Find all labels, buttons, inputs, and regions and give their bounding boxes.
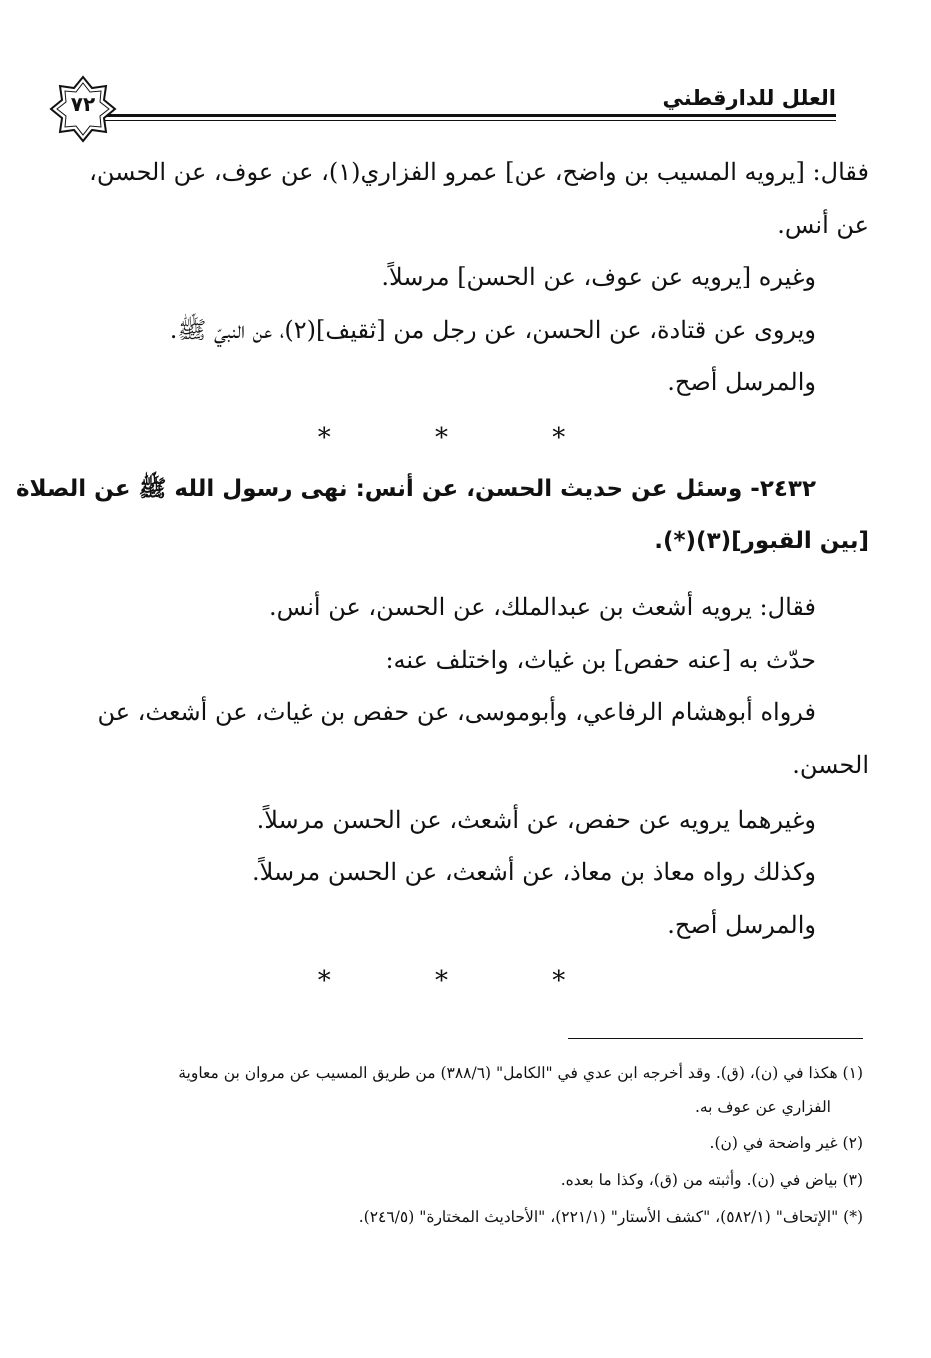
footnote: (٢) غير واضحة في (ن). xyxy=(709,1134,863,1152)
entry-heading: ٢٤٣٢- وسئل عن حديث الحسن، عن أنس: نهى رسول الله ﷺ عن الصلاة xyxy=(15,476,816,502)
section-separator: * * * xyxy=(317,966,614,996)
text-line: وغيره [يرويه عن عوف، عن الحسن] مرسلاً. xyxy=(381,263,816,291)
text-line: الحسن. xyxy=(792,751,869,779)
entry-heading-cont: [بين القبور](٣)(*). xyxy=(654,528,869,554)
text-line: والمرسل أصح. xyxy=(667,368,816,396)
text-line: حدّث به [عنه حفص] بن غياث، واختلف عنه: xyxy=(385,646,816,674)
running-header-title: العلل للدارقطني xyxy=(662,86,836,110)
text-line: فقال: [يرويه المسيب بن واضح، عن] عمرو الفزاري(١)، عن عوف، عن الحسن، xyxy=(89,158,869,186)
text-line: عن أنس. xyxy=(777,211,869,239)
footnote-cont: الفزاري عن عوف به. xyxy=(694,1098,831,1116)
text-line: فرواه أبوهشام الرفاعي، وأبوموسى، عن حفص بن غياث، عن أشعث، عن xyxy=(97,698,816,726)
page-number: ٧٢ xyxy=(70,92,96,116)
text-line: ويروى عن قتادة، عن الحسن، عن رجل من [ثقيف](٢)، عن النبيّ ﷺ. xyxy=(169,316,816,344)
footnote: (*) "الإتحاف" (٥٨٢/١)، "كشف الأستار" (٢٢١/١)، "الأحاديث المختارة" (٢٤٦/٥). xyxy=(358,1208,863,1226)
text-line: فقال: يرويه أشعث بن عبدالملك، عن الحسن، عن أنس. xyxy=(269,593,816,621)
header-rule xyxy=(95,114,836,117)
footnote: (١) هكذا في (ن)، (ق). وقد أخرجه ابن عدي في "الكامل" (٣٨٨/٦) من طريق المسيب عن مروان بن معاوية xyxy=(178,1064,863,1082)
header-rule-thin xyxy=(95,120,836,121)
text-line: والمرسل أصح. xyxy=(667,911,816,939)
text-line: وغيرهما يرويه عن حفص، عن أشعث، عن الحسن مرسلاً. xyxy=(256,806,816,834)
footnote: (٣) بياض في (ن). وأثبته من (ق)، وكذا ما بعده. xyxy=(560,1171,863,1189)
footnote-rule xyxy=(568,1038,863,1039)
text-line: وكذلك رواه معاذ بن معاذ، عن أشعث، عن الحسن مرسلاً. xyxy=(252,858,816,886)
section-separator: * * * xyxy=(317,423,614,453)
